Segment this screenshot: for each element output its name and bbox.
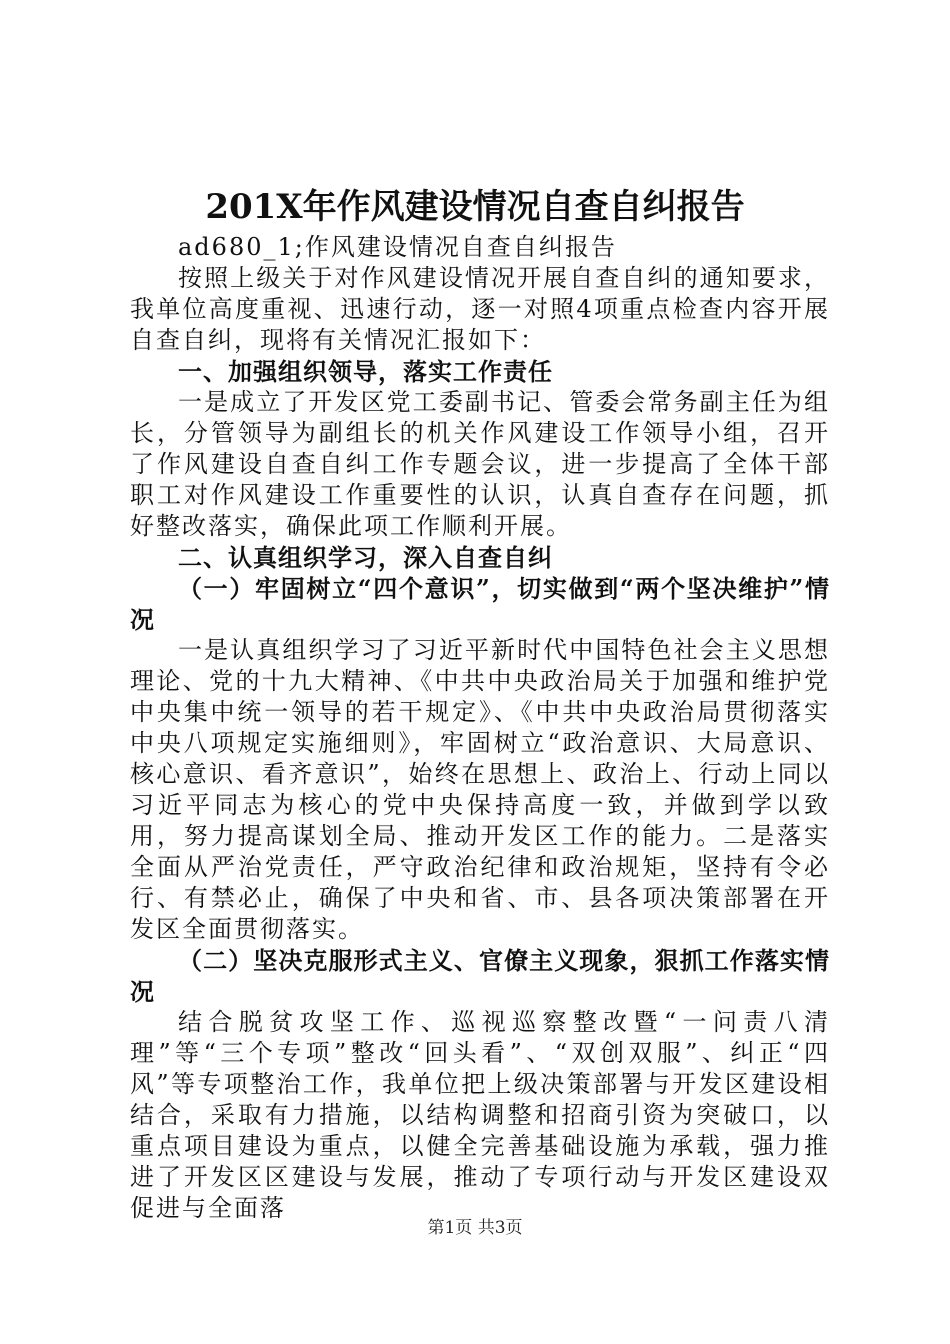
paragraph-intro: 按照上级关于对作风建设情况开展自查自纠的通知要求，我单位高度重视、迅速行动，逐一对照4项重点检查内容开展自查自纠，现将有关情况汇报如下： bbox=[130, 264, 830, 354]
section-heading-2: 二、认真组织学习，深入自查自纠 bbox=[178, 543, 553, 572]
document-body bbox=[130, 232, 830, 1224]
document-title: 201X年作风建设情况自查自纠报告 bbox=[205, 187, 745, 227]
page-total: 共3页 bbox=[477, 1218, 523, 1238]
paragraph-reference: ad680_1;作风建设情况自查自纠报告 bbox=[178, 233, 617, 261]
paragraph-subsection-2: 结合脱贫攻坚工作、巡视巡察整改暨“一问责八清理”等“三个专项”整改“回头看”、“双创双服”、纠正“四风”等专项整治工作，我单位把上级决策部署与开发区建设相结合，采取有力措施，以结构调整和招商引资为突破口，以重点项目建设为重点，以健全完善基础设施为承载，强力推进了开发区区建设与发展，推动了专项行动与开发区建设双促进与全面落 bbox=[130, 1008, 830, 1222]
subsection-heading-2: （二）坚决克服形式主义、官僚主义现象，狠抓工作落实情况 bbox=[130, 946, 830, 1006]
page-footer bbox=[0, 1216, 950, 1240]
page-number: 第1页 bbox=[427, 1218, 473, 1238]
paragraph-subsection-1: 一是认真组织学习了习近平新时代中国特色社会主义思想理论、党的十九大精神、《中共中央政治局关于加强和维护党中央集中统一领导的若干规定》、《中共中央政治局贯彻落实中央八项规定实施细则》，牢固树立“政治意识、大局意识、核心意识、看齐意识”，始终在思想上、政治上、行动上同以习近平同志为核心的党中央保持高度一致，并做到学以致用，努力提高谋划全局、推动开发区工作的能力。二是落实全面从严治党责任，严守政治纪律和政治规矩，坚持有令必行、有禁必止，确保了中央和省、市、县各项决策部署在开发区全面贯彻落实。 bbox=[130, 636, 830, 943]
paragraph-section-1: 一是成立了开发区党工委副书记、管委会常务副主任为组长，分管领导为副组长的机关作风建设工作领导小组，召开了作风建设自查自纠工作专题会议，进一步提高了全体干部职工对作风建设工作重要性的认识，认真自查存在问题，抓好整改落实，确保此项工作顺利开展。 bbox=[130, 388, 830, 540]
section-heading-1: 一、加强组织领导，落实工作责任 bbox=[178, 357, 553, 386]
subsection-heading-1: （一）牢固树立“四个意识”，切实做到“两个坚决维护”情况 bbox=[130, 574, 830, 634]
